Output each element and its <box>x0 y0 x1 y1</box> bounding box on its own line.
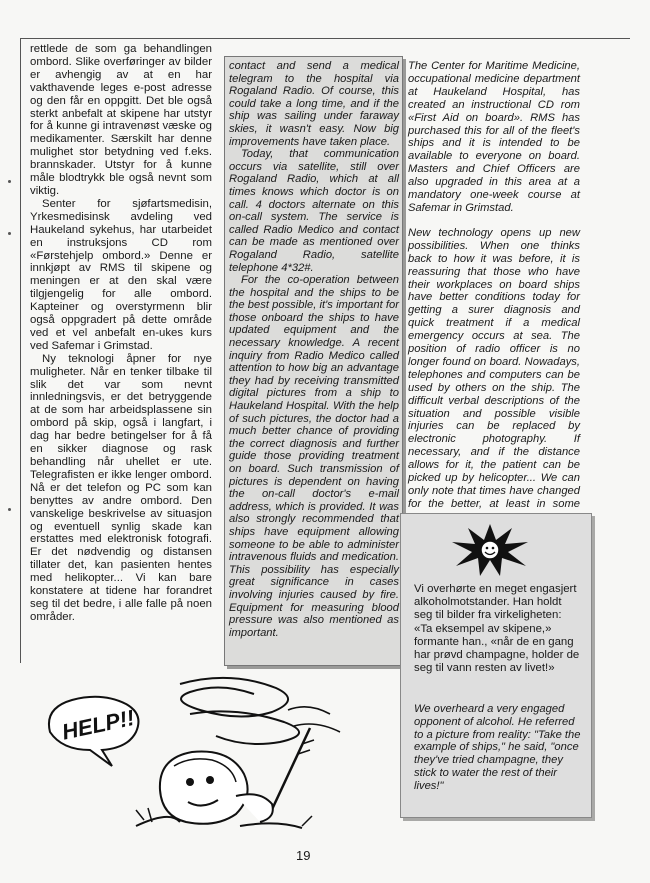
english-article-column-1 <box>229 60 399 639</box>
scan-mark <box>8 180 11 183</box>
anecdote-norwegian: Vi overhørte en meget engasjert alkoholmotstander. Han holdt seg til bilder fra virkeligheten: «Ta eksempel av skipene,» formante han., «når de en gang har prøvd champagne, holder de seg til vann resten av livet!» <box>414 583 580 675</box>
paragraph: New technology opens up new possibilities. When one thinks back to how it was before, it is reassuring that those who have their workplaces on board ships have better conditions today for getting a surer diagnosis and quick treatment if a medical emergency occurs at sea. The position of radio officer is no longer found on board. Nowadays, telephones and computers can be used by others on the ship. The difficult verbal descriptions of the situation and possible visible injuries can be replaced by electronic photography. If necessary, and if the distance allows for it, the patient can be picked up by helicopter... We can only note that times have changed for the better, at least in some <box>408 226 580 510</box>
left-rule <box>20 38 21 663</box>
english-article-column-2 <box>408 60 580 524</box>
norwegian-article-column <box>30 43 212 624</box>
paragraph: For the co-operation between the hospital and the ships to be the best possible, it's important for those onboard the ships to have updated equipment and the necessary knowledge. A recent inquiry from Radio Medico called attention to how big an advantage they had by receiving transmitted digital pictures from a ship to Haukeland Hospital. With the help of such pictures, the doctor had a much better chance of providing the correct diagnosis and further guide those providing treatment on board. Such transmission of pictures is dependent on having the on-call doctor's e-mail address, which is provided. It was also strongly recommended that ships have equipment allowing someone to be able to administer intravenous fluids and medication. This possibility has especially great significance in cases involving injuries caused by fire. Equipment for measuring blood pressure was also mentioned as important. <box>229 274 399 639</box>
anecdote-english: We overheard a very engaged opponent of alcohol. He referred to a picture from reality: "Take the example of ships," he said, "once they've tried champagne, they stick to water the rest of their lives!" <box>414 703 581 792</box>
scan-mark <box>8 232 11 235</box>
scan-mark <box>8 508 11 511</box>
paragraph: rettlede de som ga behandlingen ombord. Slike overføringer av bilder er avhengig av at en har vakthavende leges e-post adresse og den får en oppgitt. Det ble også sterkt anbefalt at skipene har utstyr for å kunne gi intravenøst væske og medikamenter. Særskilt har denne mulighet stor betydning ved f.eks. brannskader. Utstyr for å kunne måle blodtrykk ble også nevnt som viktig. <box>30 43 212 197</box>
speech-text: HELP!! <box>59 704 137 745</box>
paragraph: The Center for Maritime Medicine, occupational medicine department at Haukeland Hospital, has created an instructional CD rom «First Aid on board». RMS has purchased this for all of the fleet's ships and it is intended to be available to everyone on board. Masters and Chief Officers are also upgraded in this area at a mandatory one-week course at Safemar in Grimstad. <box>408 60 580 214</box>
smiley-burst-icon <box>450 522 530 578</box>
paragraph: Today, that communication occurs via satellite, still over Rogaland Radio, which at all times knows which doctor is on call. 4 doctors alternate on this on-call system. The service is called Radio Medico and contact can be made as mentioned over Rogaland Radio, satellite telephone 4*32#. <box>229 148 399 274</box>
radio-operator-cartoon <box>40 670 360 830</box>
page-number: 19 <box>296 848 311 863</box>
top-rule <box>20 38 630 39</box>
paragraph: contact and send a medical telegram to the hospital via Rogaland Radio. Of course, this could take a long time, and if the ship was sailing under faraway skies, it wasn't easy. Now big improvements have taken place. <box>229 60 399 148</box>
paragraph: Senter for sjøfartsmedisin, Yrkesmedisinsk avdeling ved Haukeland sykehus, har utarbeidet en instruksjons CD rom «Førstehjelp ombord.» Denne er innkjøpt av RMS til skipene og meningen er at den skal være tilgjengelig for alle ombord. Kapteiner og overstyrmenn blir også oppgradert på dette område ved et vel anbefalt en-ukes kurs ved Safemar i Grimstad. <box>30 197 212 352</box>
paragraph: Ny teknologi åpner for nye muligheter. Når en tenker tilbake til slik det var som nevnt innledningsvis, er det betryggende at de som har arbeidsplassene sin ombord på skip, også i langfart, i dag har bedre betingelser for å få en sikker diagnose og rask behandling når uhellet er ute. Telegrafisten er ikke lenger ombord. Nå er det telefon og PC som kan benyttes av andre ombord. Den vanskelige beskrivelse av situasjon og eventuell synlig skade kan erstattes med elektronisk fotografi. Er det nødvendig og distansen tillater det, kan pasienten hentes med helikopter... Vi kan bare konstatere at tidene har forandret seg til det bedre, i alle falle på noen områder. <box>30 352 212 623</box>
